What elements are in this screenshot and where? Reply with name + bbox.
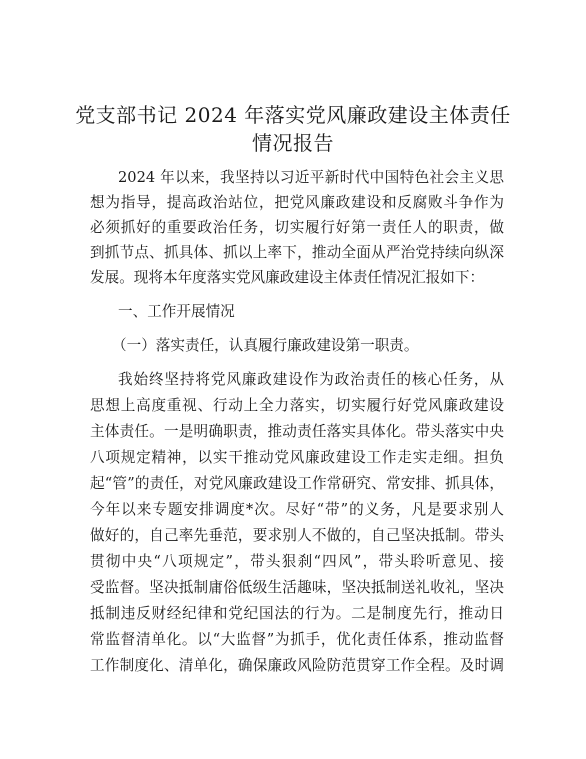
intro-paragraph-line: 到抓节点、抓具体、抓以上率下，推动全面从严治党持续向纵深 <box>90 244 504 261</box>
document-title-line-2: 情况报告 <box>252 131 334 155</box>
body-paragraph-line: 常监督清单化。以“大监督”为抓手，优化责任体系，推动监督 <box>90 631 504 648</box>
body-paragraph-line: 做好的，自己率先垂范，要求别人不做的，自己坚决抵制。带头 <box>90 527 504 544</box>
body-paragraph-line: 思想上高度重视、行动上全力落实，切实履行好党风廉政建设 <box>90 397 504 414</box>
document-title-line-1: 党支部书记 2024 年落实党风廉政建设主体责任 <box>75 103 511 127</box>
body-paragraph-line: 我始终坚持将党风廉政建设作为政治责任的核心任务，从 <box>118 371 504 388</box>
intro-paragraph-line: 2024 年以来，我坚持以习近平新时代中国特色社会主义思 <box>118 169 504 186</box>
body-paragraph-line: 今年以来专题安排调度*次。尽好“带”的义务，凡是要求别人 <box>90 501 504 518</box>
body-paragraph-line: 工作制度化、清单化，确保廉政风险防范贯穿工作全程。及时调 <box>90 657 504 674</box>
section-heading: 一、工作开展情况 <box>118 303 235 320</box>
body-paragraph-line: 八项规定精神，以实干推动党风廉政建设工作走实走细。担负 <box>90 449 504 466</box>
body-paragraph-line: 受监督。坚决抵制庸俗低级生活趣味，坚决抵制送礼收礼，坚决 <box>90 579 504 596</box>
body-paragraph-line: 主体责任。一是明确职责，推动责任落实具体化。带头落实中央 <box>90 423 504 440</box>
body-paragraph-line: 起“管”的责任，对党风廉政建设工作常研究、常安排、抓具体， <box>90 475 504 492</box>
body-paragraph-line: 贯彻中央“八项规定”，带头狠刹“四风”，带头聆听意见、接 <box>90 553 504 570</box>
subsection-heading: （一）落实责任，认真履行廉政建设第一职责。 <box>112 337 419 354</box>
body-paragraph-line: 抵制违反财经纪律和党纪国法的行为。二是制度先行，推动日 <box>90 605 504 622</box>
intro-paragraph-line: 发展。现将本年度落实党风廉政建设主体责任情况汇报如下： <box>90 269 485 286</box>
intro-paragraph-line: 必须抓好的重要政治任务，切实履行好第一责任人的职责，做 <box>90 219 504 236</box>
intro-paragraph-line: 想为指导，提高政治站位，把党风廉政建设和反腐败斗争作为 <box>90 194 504 211</box>
